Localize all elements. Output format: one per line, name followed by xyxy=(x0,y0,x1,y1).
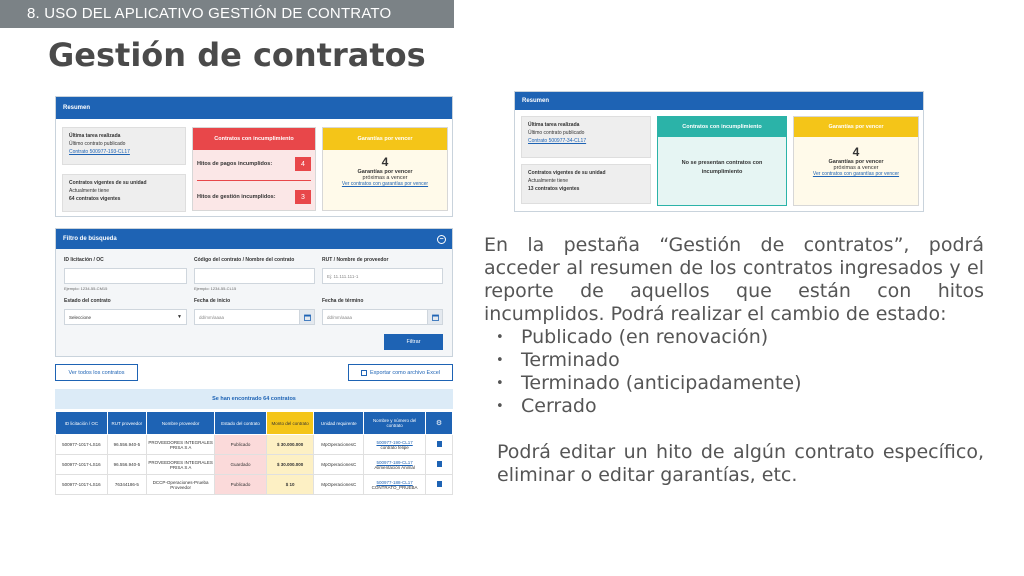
fecha-inicio-label: Fecha de inicio xyxy=(194,298,231,304)
bullet-icon: • xyxy=(496,353,504,368)
cell-id: 500977-1017-LS16 xyxy=(56,435,108,455)
hitos-gestion-label: Hitos de gestión incumplidos: xyxy=(197,194,276,200)
vigentes-count: 64 contratos vigentes xyxy=(69,196,121,202)
table-header-row xyxy=(56,412,453,435)
ultima-tarea-title: Última tarea realizada xyxy=(528,122,580,128)
list-item xyxy=(484,349,984,372)
col-id[interactable]: ID licitación / OC xyxy=(56,412,108,435)
col-nombre[interactable]: Nombre proveedor xyxy=(146,412,214,435)
contrato-link[interactable]: 500977-190-CL17 xyxy=(376,439,413,445)
cell-estado: Publicado xyxy=(215,435,267,455)
vigentes-title: Contratos vigentes de su unidad xyxy=(528,170,606,176)
garantias-link[interactable]: Ver contratos con garantías por vencer xyxy=(812,171,900,177)
ultima-tarea-line: Último contrato publicado xyxy=(528,130,585,136)
cell-action xyxy=(426,435,453,455)
fecha-termino-label: Fecha de término xyxy=(322,298,364,304)
col-contrato[interactable]: Nombre y número del contrato xyxy=(364,412,426,435)
cell-contrato xyxy=(364,455,426,475)
cell-id: 500977-1017-LS16 xyxy=(56,475,108,495)
ultima-tarea-box xyxy=(62,127,186,165)
cell-rut: 76344186-5 xyxy=(107,475,146,495)
divider xyxy=(197,180,311,181)
incumplimiento-header: Contratos con incumplimiento xyxy=(193,128,315,150)
table-row[interactable] xyxy=(56,475,453,495)
ver-todos-button[interactable]: Ver todos los contratos xyxy=(55,364,138,381)
contrato-name: CONTRATO_PRUEBA xyxy=(371,484,418,490)
hitos-gestion-count[interactable]: 3 xyxy=(295,190,311,204)
cell-unidad: MpOperacionesC xyxy=(314,455,364,475)
cell-unidad: MpOperacionesC xyxy=(314,435,364,455)
estado-label: Estado del contrato xyxy=(64,298,111,304)
found-bar: Se han encontrado 64 contratos xyxy=(55,389,453,409)
codigo-input[interactable] xyxy=(194,268,315,284)
slide-title: Gestión de contratos xyxy=(48,36,426,74)
calendar-icon[interactable] xyxy=(299,310,314,324)
contrato-name: Alimentación Animal xyxy=(374,464,415,470)
fecha-inicio-placeholder: dd/mm/aaaa xyxy=(199,314,225,320)
cell-estado: Publicado xyxy=(215,475,267,495)
cell-id: 500977-1017-LS16 xyxy=(56,455,108,475)
ultima-tarea-title: Última tarea realizada xyxy=(69,133,121,139)
document-icon[interactable] xyxy=(437,441,442,447)
closing-paragraph: Podrá editar un hito de algún contrato específico, eliminar o editar garantías, etc. xyxy=(497,441,984,486)
bullet-icon: • xyxy=(496,376,504,391)
cell-action xyxy=(426,475,453,495)
exportar-label: Exportar como archivo Excel xyxy=(370,369,440,376)
share-icon: ⚙ xyxy=(435,420,443,427)
garantias-header: Garantías por vencer xyxy=(323,128,447,150)
garantias-card xyxy=(322,127,448,211)
col-unidad[interactable]: Unidad requirente xyxy=(314,412,364,435)
vigentes-box xyxy=(521,164,651,204)
bullet-icon: • xyxy=(496,399,504,414)
rut-input[interactable]: Ej: 11.111.111-1 xyxy=(322,268,443,284)
incumplimiento-header: Contratos con incumplimiento xyxy=(658,117,786,137)
table-row[interactable] xyxy=(56,435,453,455)
resumen-header: Resumen xyxy=(56,97,452,119)
cell-unidad: MpOperacionesC xyxy=(314,475,364,495)
col-monto[interactable]: Monto del contrato xyxy=(266,412,314,435)
col-estado[interactable]: Estado del contrato xyxy=(215,412,267,435)
id-input[interactable] xyxy=(64,268,187,284)
garantias-link[interactable]: Ver contratos con garantías por vencer xyxy=(341,181,429,187)
table-row[interactable] xyxy=(56,455,453,475)
calendar-icon[interactable] xyxy=(427,310,442,324)
collapse-icon[interactable]: − xyxy=(437,235,446,244)
garantias-label: Garantías por vencer xyxy=(357,169,413,175)
estado-select[interactable] xyxy=(64,309,187,325)
ultima-tarea-box xyxy=(521,116,651,158)
incumplimiento-card xyxy=(657,116,787,206)
right-resumen-panel xyxy=(514,91,924,212)
filtrar-button[interactable]: Filtrar xyxy=(384,334,443,350)
body-text xyxy=(484,234,984,487)
cell-contrato xyxy=(364,435,426,455)
contrato-name: contrato felipe xyxy=(380,444,409,450)
list-item-label: Terminado xyxy=(521,349,620,371)
contrato-link[interactable]: 500977-188-CL17 xyxy=(376,479,413,485)
list-item-label: Terminado (anticipadamente) xyxy=(521,372,802,394)
cell-estado: Guardado xyxy=(215,455,267,475)
resumen-header: Resumen xyxy=(515,92,923,110)
cell-contrato xyxy=(364,475,426,495)
cell-action xyxy=(426,455,453,475)
cell-rut: 96.556.940-5 xyxy=(107,435,146,455)
hitos-pagos-label: Hitos de pagos incumplidos: xyxy=(197,161,273,167)
cell-nombre: DCCP-Operaciones-Prueba Proveedor xyxy=(146,475,214,495)
hitos-pagos-row[interactable] xyxy=(197,157,311,171)
vigentes-line: Actualmente tiene xyxy=(69,188,110,194)
cell-rut: 96.556.940-5 xyxy=(107,455,146,475)
fecha-termino-input[interactable] xyxy=(322,309,443,325)
excel-icon xyxy=(361,370,367,376)
vigentes-title: Contratos vigentes de su unidad xyxy=(69,180,147,186)
cell-monto: $ 30.000.000 xyxy=(266,435,314,455)
incumplimiento-card xyxy=(192,127,316,211)
status-list xyxy=(484,326,984,418)
incumplimiento-message: No se presentan contratos con incumplimiento xyxy=(681,160,763,175)
hitos-pagos-count[interactable]: 4 xyxy=(295,157,311,171)
col-rut[interactable]: RUT proveedor xyxy=(107,412,146,435)
rut-label: RUT / Nombre de proveedor xyxy=(322,257,389,263)
contrato-link[interactable]: 500977-189-CL17 xyxy=(376,459,413,465)
list-item-label: Cerrado xyxy=(521,395,597,417)
list-item-label: Publicado (en renovación) xyxy=(521,326,769,348)
id-label: ID licitación / OC xyxy=(64,257,104,263)
fecha-termino-placeholder: dd/mm/aaaa xyxy=(327,314,353,320)
cell-nombre: PROVEEDORES INTEGRALES PRISA S A xyxy=(146,455,214,475)
trash-icon[interactable] xyxy=(437,461,442,467)
list-item xyxy=(484,326,984,349)
ultima-contrato-link[interactable]: Contrato 500977-34-CL17 xyxy=(528,138,587,144)
filtro-title: Filtro de búsqueda xyxy=(63,236,117,242)
garantias-count: 4 xyxy=(381,155,389,169)
left-resumen-panel xyxy=(55,96,453,217)
garantias-sub: próximas a vencer xyxy=(362,175,408,181)
codigo-label: Código del contrato / Nombre del contrato xyxy=(194,257,295,263)
cell-monto: $ 10 xyxy=(266,475,314,495)
intro-paragraph: En la pestaña “Gestión de contratos”, podrá acceder al resumen de los contratos ingresados y el reporte de aquellos que están con hitos incumplidos. Podrá realizar el cambio de estado: xyxy=(484,234,984,325)
ultima-tarea-line: Último contrato publicado xyxy=(69,141,126,147)
estado-select-value: Seleccione xyxy=(69,314,92,320)
codigo-hint: Ejemplo: 1234-55-CL15 xyxy=(194,286,237,291)
garantias-sub: próximas a vencer xyxy=(833,165,879,171)
hitos-gestion-row[interactable] xyxy=(197,190,311,204)
section-tag: 8. USO DEL APLICATIVO GESTIÓN DE CONTRATO xyxy=(0,0,454,28)
garantias-card xyxy=(793,116,919,206)
garantias-count: 4 xyxy=(852,145,860,159)
cell-monto: $ 30.000.000 xyxy=(266,455,314,475)
list-item xyxy=(484,395,984,418)
vigentes-count: 13 contratos vigentes xyxy=(528,186,580,192)
ultima-contrato-link[interactable]: Contrato 500977-193-CL17 xyxy=(69,149,130,155)
chevron-down-icon: ▼ xyxy=(177,314,182,320)
exportar-button[interactable] xyxy=(348,364,453,381)
bullet-icon: • xyxy=(496,330,504,345)
vigentes-box xyxy=(62,174,186,212)
filtro-panel xyxy=(55,228,453,357)
id-hint: Ejemplo: 1234-55-CM15 xyxy=(64,286,108,291)
list-item xyxy=(484,372,984,395)
document-icon[interactable] xyxy=(437,481,442,487)
vigentes-line: Actualmente tiene xyxy=(528,178,569,184)
garantias-header: Garantías por vencer xyxy=(794,117,918,137)
contracts-table xyxy=(55,411,453,495)
cell-nombre: PROVEEDORES INTEGRALES PRISA S A xyxy=(146,435,214,455)
fecha-inicio-input[interactable] xyxy=(194,309,315,325)
filtro-header xyxy=(56,229,452,249)
col-actions xyxy=(426,412,453,435)
garantias-label: Garantías por vencer xyxy=(828,159,884,165)
